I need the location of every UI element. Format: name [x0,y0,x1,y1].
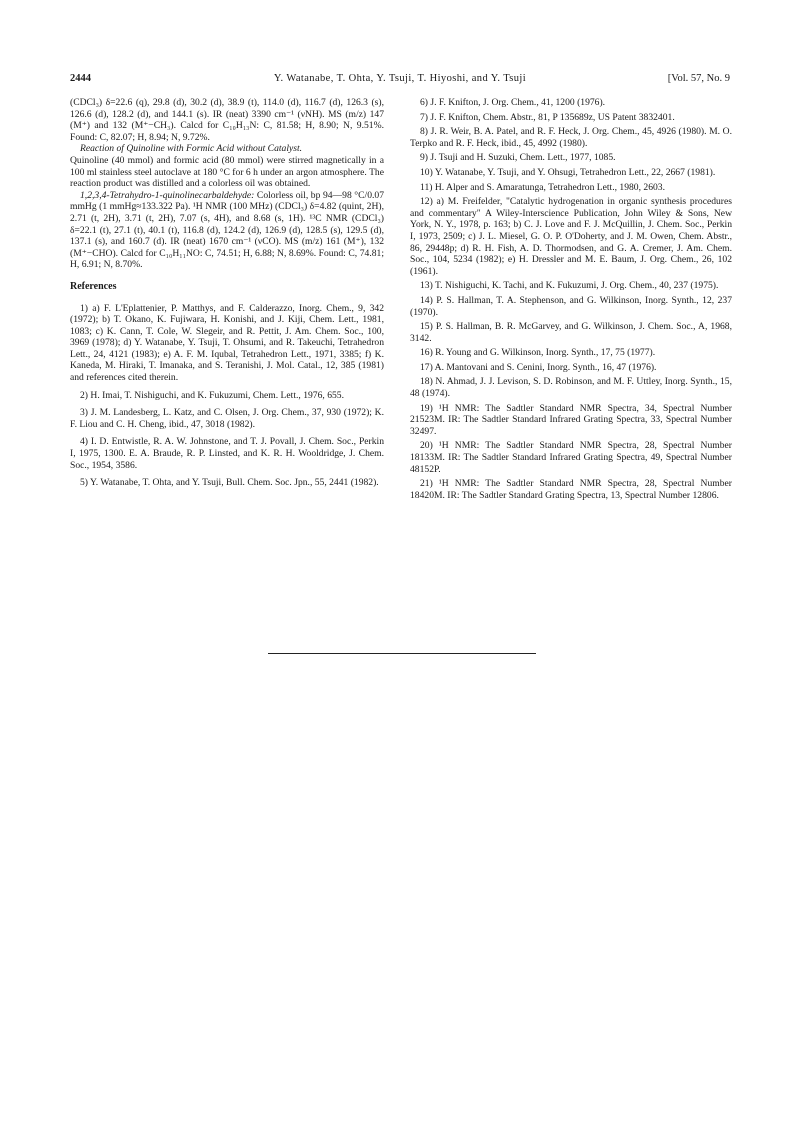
reference-item: 2) H. Imai, T. Nishiguchi, and K. Fukuzumi, Chem. Lett., 1976, 655. [80,389,344,401]
reference-item: 20) ¹H NMR: The Sadtler Standard NMR Spectra, 28, Spectral Number 18133M. IR: The Sadtler Standard Infrared Grating Spectra, 49, Spectral Number 48152P. [410,440,732,475]
nmr-continuation: (CDCl₃) δ=22.6 (q), 29.8 (d), 30.2 (d), 38.9 (t), 114.0 (d), 116.7 (d), 126.3 (s), 126.6 (d), 128.2 (d), and 144.1 (s). IR (neat) 3390 cm⁻¹ (νNH). MS (m/z) 147 (M⁺) and 132 (M⁺−CH₃). Calcd for C₁₀H₁₃N: C, 81.58; H, 8.90; N, 9.51%. Found: C, 82.07; H, 8.94; N, 9.72%. [70,97,384,143]
running-authors: Y. Watanabe, T. Ohta, Y. Tsuji, T. Hiyoshi, and Y. Tsuji [273,73,527,84]
reference-item: 5) Y. Watanabe, T. Ohta, and Y. Tsuji, Bull. Chem. Soc. Jpn., 55, 2441 (1982). [80,477,379,489]
reference-list-right [410,97,732,501]
reference-item: 19) ¹H NMR: The Sadtler Standard NMR Spectra, 34, Spectral Number 21523M. IR: The Sadtler Standard Infrared Grating Spectra, 33, Spectral Number 32497. [410,402,732,437]
volume-info: [Vol. 57, No. 9 [667,73,730,84]
reference-item: 7) J. F. Knifton, Chem. Abstr., 81, P 135689z, US Patent 3832401. [420,111,675,123]
reference-list-left [70,303,384,489]
reference-item: 11) H. Alper and S. Amaratunga, Tetrahedron Lett., 1980, 2603. [420,181,665,193]
right-column [410,97,732,504]
page-number: 2444 [70,73,91,84]
reference-item: 10) Y. Watanabe, Y. Tsuji, and Y. Ohsugi, Tetrahedron Lett., 22, 2667 (1981). [420,166,716,178]
left-column [70,97,384,495]
running-header [70,72,730,88]
end-of-article-rule [268,653,536,654]
compound-data: Colorless oil, bp 94—98 °C/0.07 mmHg (1 mmHg≈133.322 Pa). ¹H NMR (100 MHz) (CDCl₃) δ=4.82 (quint, 2H), 2.71 (t, 2H), 3.71 (t, 2H), 7.07 (s, 4H), and 8.68 (s, 1H). ¹³C NMR (CDCl₃) δ=22.1 (t), 27.1 (t), 40.1 (t), 116.8 (d), 124.2 (d), 126.9 (d), 128.5 (s), 129.5 (d), 137.1 (s), and 160.7 (d). IR (neat) 1670 cm⁻¹ (νCO). MS (m/z) 161 (M⁺), 132 (M⁺−CHO). Calcd for C₁₀H₁₁NO: C, 74.51; H, 6.88; N, 8.69%. Found: C, 74.81; H, 6.91; N, 8.70%. [70,189,384,271]
reference-item: 1) a) F. L'Eplattenier, P. Matthys, and F. Calderazzo, Inorg. Chem., 9, 342 (1972); b) T. Okano, K. Fujiwara, H. Konishi, and J. Kiji, Chem. Lett., 1981, 1083; c) K. Cann, T. Cole, W. Slegeir, and R. Pettit, J. Am. Chem. Soc., 100, 3969 (1978); d) Y. Watanabe, Y. Tsuji, T. Ohsumi, and R. Takeuchi, Tetrahedron Lett., 24, 4121 (1983); e) A. F. M. Iqubal, Tetrahedron Lett., 1971, 3385; f) K. Kaneda, M. Hiraki, T. Imanaka, and S. Teranishi, J. Mol. Catal., 12, 385 (1981) and references cited therein. [70,302,384,384]
reference-item: 3) J. M. Landesberg, L. Katz, and C. Olsen, J. Org. Chem., 37, 930 (1972); K. F. Liou and C. H. Cheng, ibid., 47, 3018 (1982). [70,407,384,430]
reference-item: 15) P. S. Hallman, B. R. McGarvey, and G. Wilkinson, J. Chem. Soc., A, 1968, 3142. [410,321,732,344]
reference-item: 18) N. Ahmad, J. J. Levison, S. D. Robinson, and M. F. Uttley, Inorg. Synth., 15, 48 (1974). [410,376,732,400]
references-heading: References [70,280,117,292]
reference-item: 13) T. Nishiguchi, K. Tachi, and K. Fukuzumi, J. Org. Chem., 40, 237 (1975). [420,280,719,292]
reference-item: 8) J. R. Weir, B. A. Patel, and R. F. Heck, J. Org. Chem., 45, 4926 (1980). M. O. Terpko and R. F. Heck, ibid., 45, 4992 (1980). [410,126,732,149]
compound-paragraph [70,190,384,271]
reference-item: 16) R. Young and G. Wilkinson, Inorg. Synth., 17, 75 (1977). [420,347,656,359]
reference-item: 14) P. S. Hallman, T. A. Stephenson, and G. Wilkinson, Inorg. Synth., 12, 237 (1970). [410,294,732,318]
reaction-paragraph: Quinoline (40 mmol) and formic acid (80 mmol) were stirred magnetically in a 100 ml stainless steel autoclave at 180 °C for 6 h under an argon atmosphere. The reaction product was distilled and a colorless oil was obtained. [70,154,384,190]
reference-item: 12) a) M. Freifelder, "Catalytic hydrogenation in organic synthesis procedures and commentary" A Wiley-Interscience Publication, John Wiley & Sons, New York, N. Y., 1978, p. 163; b) C. J. Love and F. J. McQuillin, J. Chem. Soc., Perkin I, 1973, 2509; c) J. L. Miesel, G. O. P. O'Doherty, and J. M. Owen, Chem. Abstr., 86, 29448p; d) R. H. Fish, A. D. Thormodsen, and G. A. Cremer, J. Am. Chem. Soc., 104, 5234 (1982); e) H. Dressler and M. E. Baum, J. Org. Chem., 26, 102 (1961). [410,196,732,277]
reference-item: 6) J. F. Knifton, J. Org. Chem., 41, 1200 (1976). [420,97,606,108]
reference-item: 4) I. D. Entwistle, R. A. W. Johnstone, and T. J. Povall, J. Chem. Soc., Perkin I, 1975, 1300. E. A. Braude, R. P. Linsted, and K. R. H. Wooldridge, J. Chem. Soc., 1954, 3586. [70,436,384,471]
reference-item: 17) A. Mantovani and S. Cenini, Inorg. Synth., 16, 47 (1976). [420,361,657,373]
compound-name: 1,2,3,4-Tetrahydro-1-quinolinecarbaldehyde: [80,189,255,201]
reference-item: 21) ¹H NMR: The Sadtler Standard NMR Spectra, 28, Spectral Number 18420M. IR: The Sadtler Standard Grating Spectra, 13, Spectral Number 12806. [410,478,732,501]
reaction-subheading: Reaction of Quinoline with Formic Acid without Catalyst. [80,143,303,155]
reference-item: 9) J. Tsuji and H. Suzuki, Chem. Lett., 1977, 1085. [420,152,616,164]
